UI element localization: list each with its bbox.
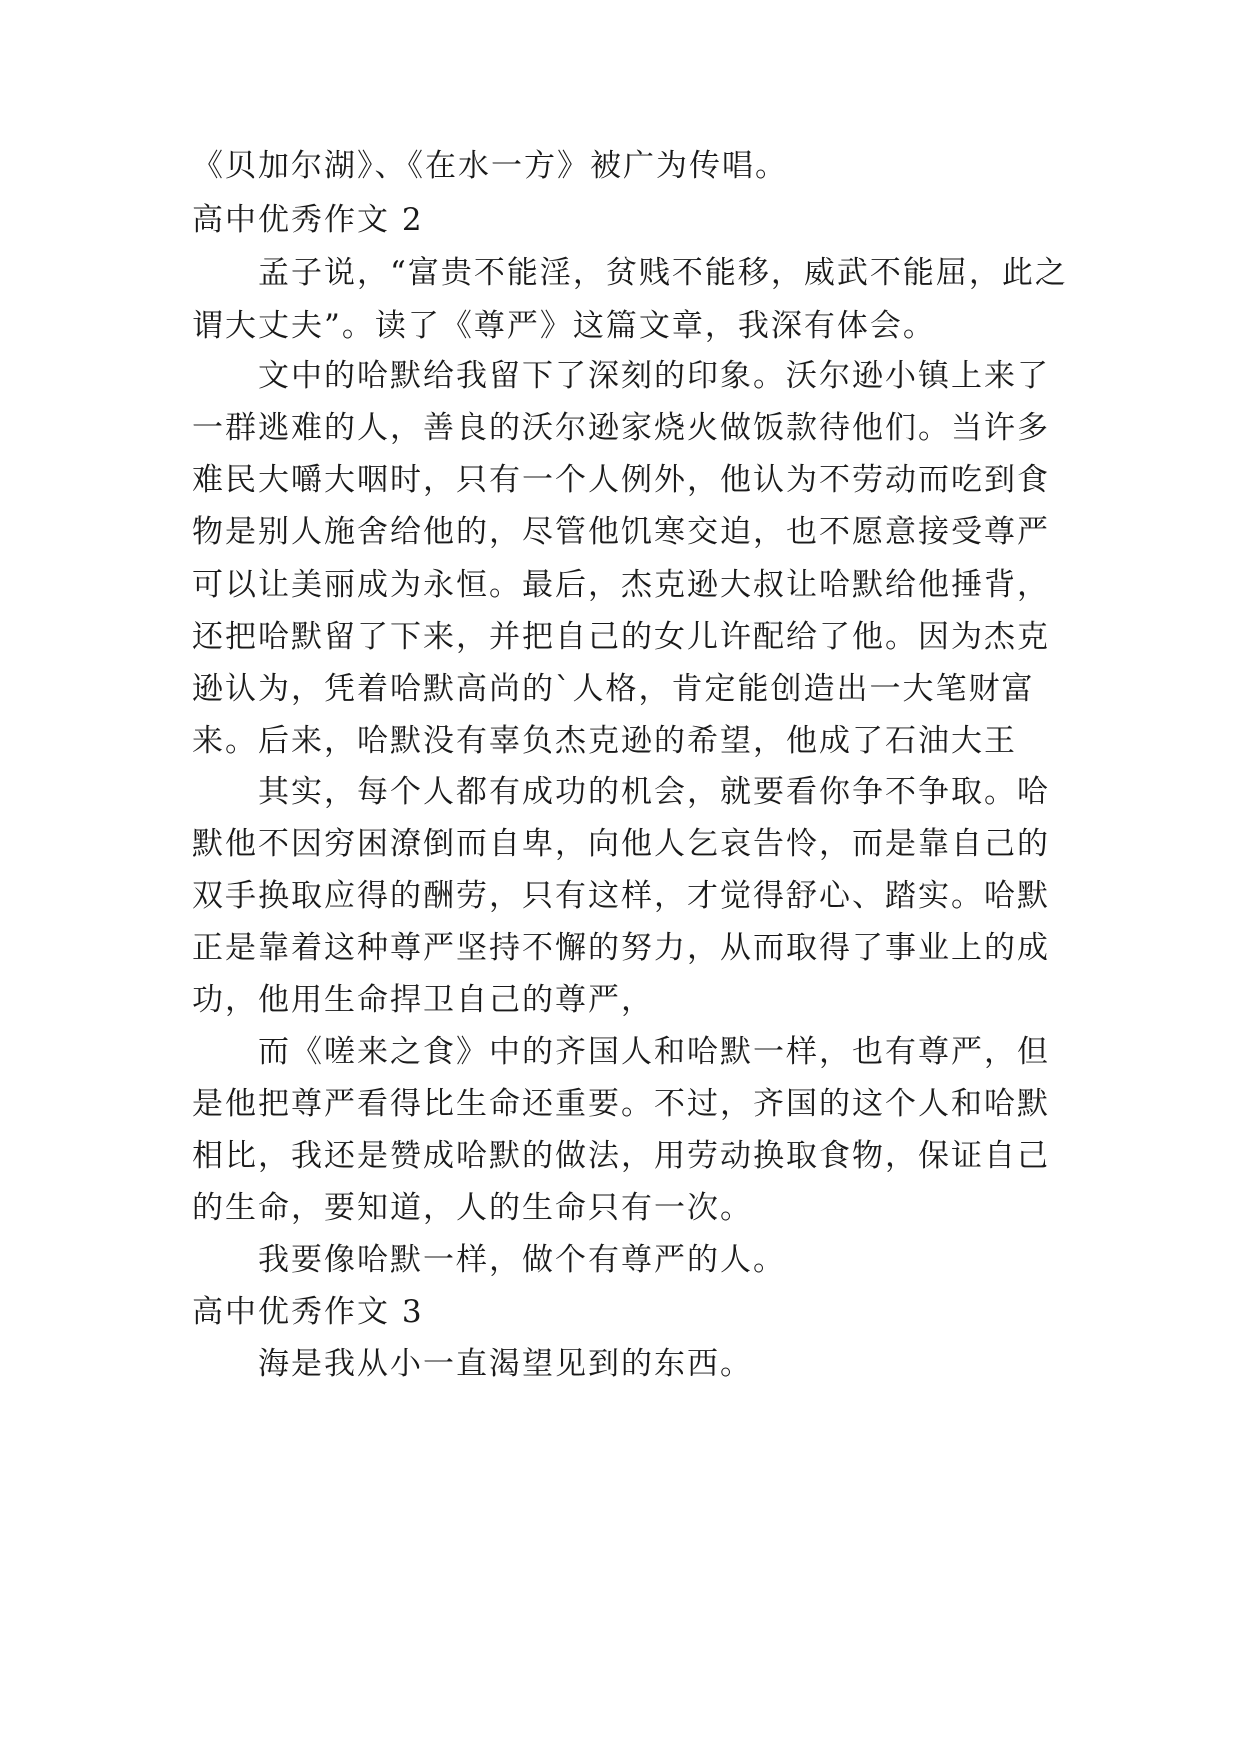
paragraph-line: 谓大丈夫”。读了《尊严》这篇文章，我深有体会。 (192, 308, 936, 344)
paragraph-line: 默他不因穷困潦倒而自卑，向他人乞哀告怜，而是靠自己的 (192, 826, 1050, 862)
paragraph-line: 物是别人施舍给他的，尽管他饥寒交迫，也不愿意接受尊严 (192, 514, 1050, 550)
paragraph-line: 我要像哈默一样，做个有尊严的人。 (258, 1242, 786, 1278)
paragraph-line: 而《嗟来之食》中的齐国人和哈默一样，也有尊严，但 (258, 1034, 1050, 1070)
paragraph-line: 来。后来，哈默没有辜负杰克逊的希望，他成了石油大王 (192, 723, 1017, 759)
paragraph-line: 逊认为，凭着哈默高尚的`人格，肯定能创造出一大笔财富 (192, 671, 1035, 707)
paragraph-line: 海是我从小一直渴望见到的东西。 (258, 1346, 753, 1382)
section-heading: 高中优秀作文 3 (192, 1294, 424, 1330)
paragraph-line: 是他把尊严看得比生命还重要。不过，齐国的这个人和哈默 (192, 1086, 1050, 1122)
paragraph-line: 难民大嚼大咽时，只有一个人例外，他认为不劳动而吃到食 (192, 462, 1050, 498)
paragraph-line: 其实，每个人都有成功的机会，就要看你争不争取。哈 (258, 774, 1050, 810)
section-heading: 高中优秀作文 2 (192, 202, 424, 238)
paragraph-line: 孟子说，“富贵不能淫，贫贱不能移，威武不能屈，此之 (258, 255, 1068, 291)
paragraph-line: 一群逃难的人，善良的沃尔逊家烧火做饭款待他们。当许多 (192, 410, 1050, 446)
paragraph-line: 功，他用生命捍卫自己的尊严， (192, 982, 654, 1018)
paragraph-line: 可以让美丽成为永恒。最后，杰克逊大叔让哈默给他捶背， (192, 567, 1050, 603)
paragraph-line: 正是靠着这种尊严坚持不懈的努力，从而取得了事业上的成 (192, 930, 1050, 966)
paragraph-line: 文中的哈默给我留下了深刻的印象。沃尔逊小镇上来了 (258, 358, 1050, 394)
paragraph-line: 相比，我还是赞成哈默的做法，用劳动换取食物，保证自己 (192, 1138, 1050, 1174)
text-line: 《贝加尔湖》、《在水一方》被广为传唱。 (192, 148, 788, 184)
paragraph-line: 的生命，要知道，人的生命只有一次。 (192, 1190, 753, 1226)
paragraph-line: 双手换取应得的酬劳，只有这样，才觉得舒心、踏实。哈默 (192, 878, 1050, 914)
paragraph-line: 还把哈默留了下来，并把自己的女儿许配给了他。因为杰克 (192, 619, 1050, 655)
